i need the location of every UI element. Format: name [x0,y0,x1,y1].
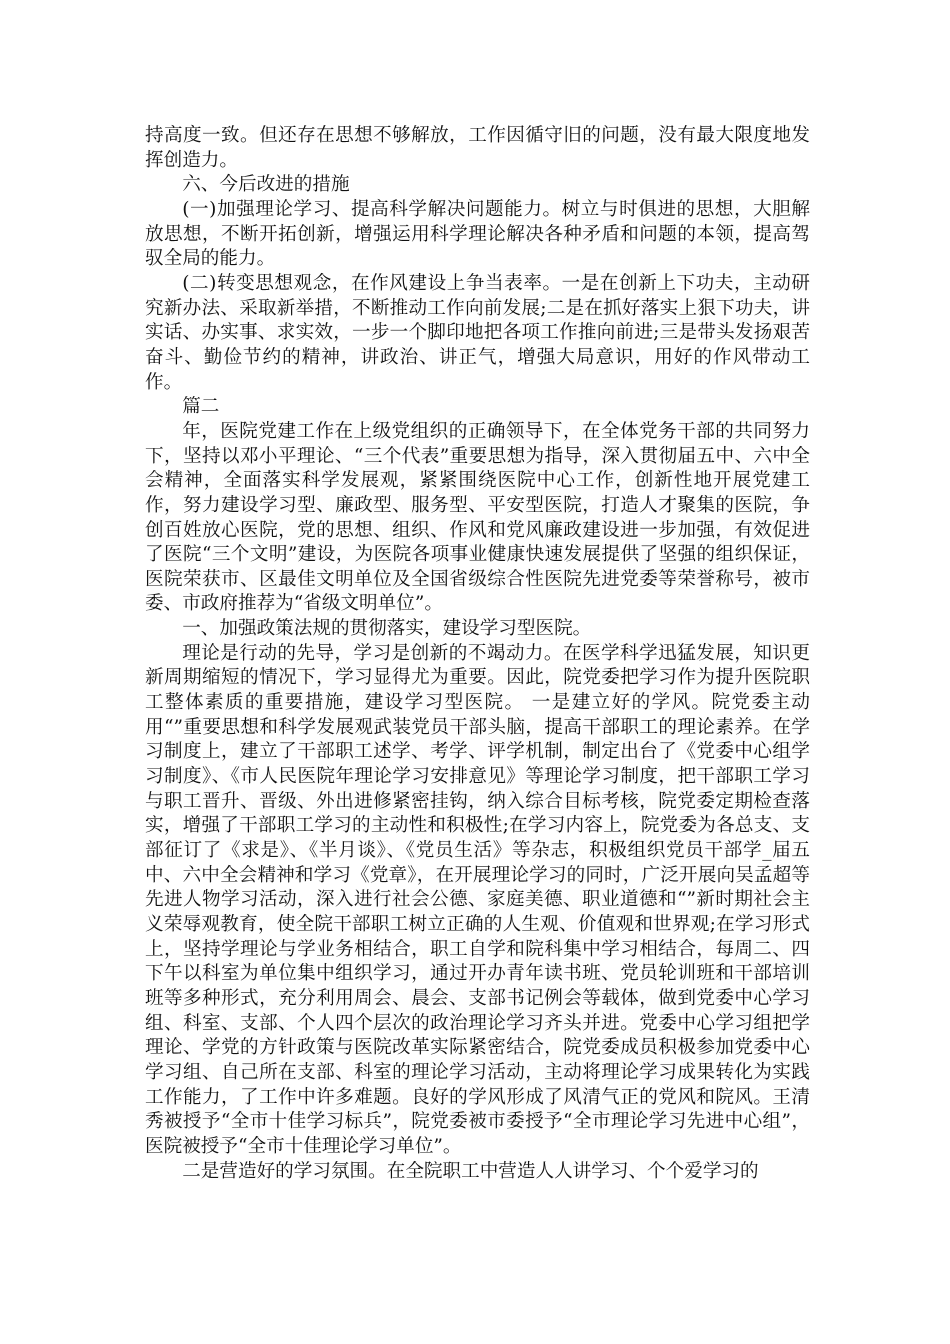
paragraph-measure-one: (一)加强理论学习、提高科学解决问题能力。树立与时俱进的思想，大胆解放思想，不断开拓创新，增强运用科学理论解决各种矛盾和问题的本领，提高驾驭全局的能力。 [145,198,810,270]
section-heading-part-two: 篇二 [182,396,220,418]
paragraph-learning-style: 理论是行动的先导，学习是创新的不竭动力。在医学科学迅猛发展，知识更新周期缩短的情况下，学习显得尤为重要。因此，院党委把学习作为提升医院职工整体素质的重要措施，建设学习型医院。 一是建立好的学风。院党委主动用“”重要思想和科学发展观武装党员干部头脑，提高干部职工的理论素养。在学习制度上，建立了干部职工述学、考学、评学机制，制定出台了《党委中心组学习制度》、《市人民医院年理论学习安排意见》等理论学习制度，把干部职工学习与职工晋升、晋级、外出进修紧密挂钩，纳入综合目标考核，院党委定期检查落实，增强了干部职工学习的主动性和积极性;在学习内容上，院党委为各总支、支部征订了《求是》、《半月谈》、《党员生活》等杂志，积极组织党员干部学_届五中、六中全会精神和学习《党章》，在开展理论学习的同时，广泛开展向吴孟超等先进人物学习活动，深入进行社会公德、家庭美德、职业道德和“”新时期社会主义荣辱观教育，使全院干部职工树立正确的人生观、价值观和世界观;在学习形式上，坚持学理论与学业务相结合，职工自学和院科集中学习相结合，每周二、四下午以科室为单位集中组织学习，通过开办青年读书班、党员轮训班和干部培训班等多种形式，充分利用周会、晨会、支部书记例会等载体，做到党委中心学习组、科室、支部、个人四个层次的政治理论学习齐头并进。党委中心学习组把学理论、学党的方针政策与医院改革实际紧密结合，院党委成员积极参加党委中心学习组、自己所在支部、科室的理论学习活动，主动将理论学习成果转化为实践工作能力，了工作中许多难题。良好的学风形成了风清气正的党风和院风。王清秀被授予“全市十佳学习标兵”，院党委被市委授予“全市理论学习先进中心组”，医院被授予“全市十佳理论学习单位”。 [145,642,810,1157]
paragraph-part-two-intro: 年，医院党建工作在上级党组织的正确领导下，在全体党务干部的共同努力下，坚持以邓小平理论、“三个代表”重要思想为指导，深入贯彻届五中、六中全会精神，全面落实科学发展观，紧紧围绕医院中心工作，创新性地开展党建工作，努力建设学习型、廉政型、服务型、平安型医院，打造人才聚集的医院，争创百姓放心医院，党的思想、组织、作风和党风廉政建设进一步加强，有效促进了医院“三个文明”建设，为医院各项事业健康快速发展提供了坚强的组织保证，医院荣获市、区最佳文明单位及全国省级综合性医院先进党委等荣誉称号，被市委、市政府推荐为“省级文明单位”。 [145,420,810,615]
document-page [145,124,810,1184]
section-heading-improvement-measures: 六、今后改进的措施 [182,174,350,196]
section-heading-policy: 一、加强政策法规的贯彻落实，建设学习型医院。 [182,618,592,640]
paragraph-continuation: 持高度一致。但还存在思想不够解放，工作因循守旧的问题，没有最大限度地发挥创造力。 [145,125,810,171]
paragraph-learning-atmosphere: 二是营造好的学习氛围。在全院职工中营造人人讲学习、个个爱学习的 [182,1160,759,1182]
paragraph-measure-two: (二)转变思想观念，在作风建设上争当表率。一是在创新上下功夫，主动研究新办法、采取新举措，不断推动工作向前发展;二是在抓好落实上狠下功夫，讲实话、办实事、求实效，一步一个脚印地把各项工作推向前进;三是带头发扬艰苦奋斗、勤俭节约的精神，讲政治、讲正气，增强大局意识，用好的作风带动工作。 [145,272,810,393]
